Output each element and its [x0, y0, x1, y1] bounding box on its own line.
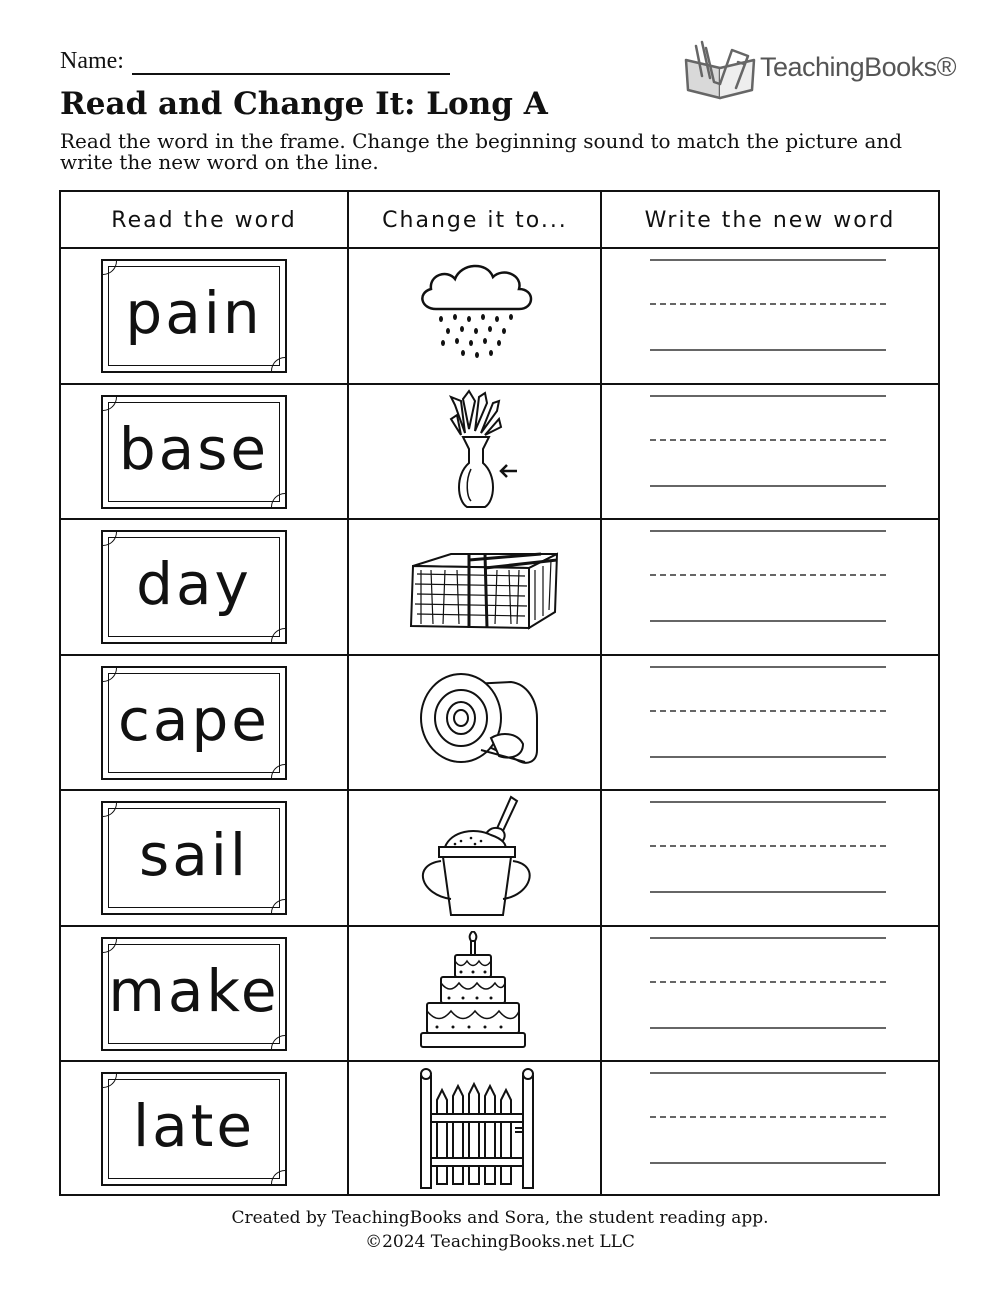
name-label: Name:: [60, 48, 124, 74]
write-area[interactable]: [602, 791, 938, 926]
name-write-line[interactable]: [132, 49, 450, 75]
word-frame: [101, 801, 287, 915]
worksheet-table: [59, 190, 940, 1196]
word-frame: [101, 666, 287, 780]
word: sail: [139, 821, 249, 889]
word-frame: [101, 1072, 287, 1186]
column-header-read: Read the word: [111, 208, 297, 233]
write-area[interactable]: [602, 249, 938, 384]
word: late: [132, 1092, 256, 1160]
word-frame: [101, 259, 287, 373]
pail-icon: [351, 795, 601, 922]
teachingbooks-logo: [682, 38, 957, 102]
table-row: [61, 249, 938, 384]
table-row: [61, 520, 938, 655]
word: cape: [118, 686, 270, 754]
logo-text: TeachingBooks®: [760, 52, 957, 82]
word-frame: [101, 937, 287, 1051]
word: day: [136, 550, 252, 618]
write-area[interactable]: [602, 1062, 938, 1197]
table-row: [61, 791, 938, 926]
table-row: [61, 927, 938, 1062]
write-area[interactable]: [602, 520, 938, 655]
vase-icon: [351, 389, 601, 516]
write-area[interactable]: [602, 656, 938, 791]
name-field-row: [60, 48, 450, 75]
instructions: Read the word in the frame. Change the beginning sound to match the picture and write the new word on the line.: [60, 129, 903, 174]
open-book-icon: [682, 38, 762, 102]
word-frame: [101, 395, 287, 509]
word: base: [118, 415, 270, 483]
page-title: Read and Change It: Long A: [60, 86, 548, 122]
column-header-write: Write the new word: [644, 208, 896, 233]
gate-icon: [351, 1066, 601, 1193]
column-header-change: Change it to...: [382, 208, 568, 233]
table-row: [61, 656, 938, 791]
write-area[interactable]: [602, 927, 938, 1062]
rain-cloud-icon: [351, 253, 601, 380]
footer-credit: Created by TeachingBooks and Sora, the student reading app.: [231, 1208, 769, 1228]
tape-dispenser-icon: [351, 660, 601, 787]
word-frame: [101, 530, 287, 644]
cake-icon: [351, 931, 601, 1058]
word: make: [108, 957, 280, 1025]
word: pain: [125, 279, 263, 347]
footer: [0, 1206, 1000, 1254]
table-row: [61, 1062, 938, 1197]
table-row: [61, 385, 938, 520]
footer-copyright: ©2024 TeachingBooks.net LLC: [365, 1232, 635, 1252]
hay-bale-icon: [351, 524, 601, 651]
write-area[interactable]: [602, 385, 938, 520]
